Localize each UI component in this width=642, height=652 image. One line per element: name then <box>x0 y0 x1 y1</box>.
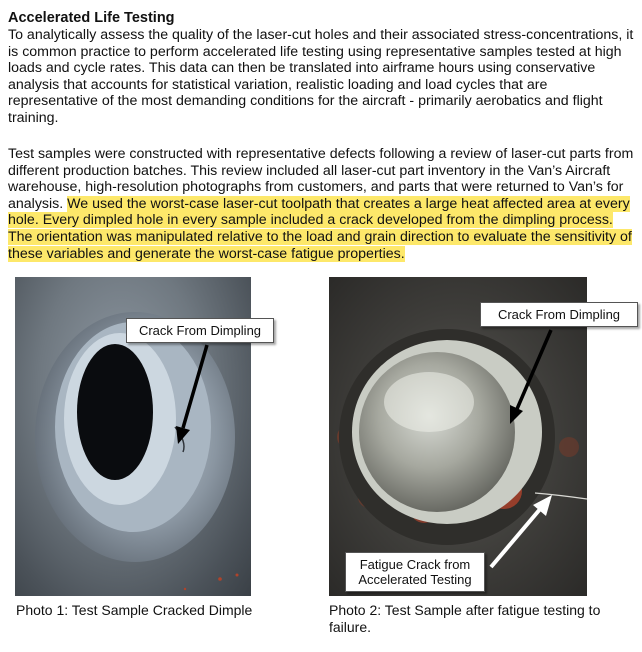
section-heading: Accelerated Life Testing <box>8 10 175 26</box>
photo1-caption: Photo 1: Test Sample Cracked Dimple <box>16 602 253 618</box>
test-samples-paragraph <box>8 146 638 262</box>
callout-crack-from-dimpling: Crack From Dimpling <box>126 318 274 343</box>
highlighted-text: We used the worst-case laser-cut toolpath that creates a large heat affected area at every hole. Every dimpled hole in every sample included a crack developed from the dimpling process. The orientation was manipulated relative to the load and grain direction to evaluate the sensitivity of these variables and generate the worst-case fatigue properties. <box>8 195 632 262</box>
photo2-caption: Photo 2: Test Sample after fatigue testing to failure. <box>329 602 601 635</box>
callout-fatigue-crack: Fatigue Crack from Accelerated Testing <box>345 552 485 592</box>
intro-paragraph: To analytically assess the quality of the laser-cut holes and their associated stress-concentrations, it is common practice to perform accelerated life testing using representative samples tested at high loads and cycle rates. This data can then be translated into airframe hours using conservative analysis that accounts for statistical variation, realistic loading and load cycles that are representative of the most demanding conditions for the aircraft - primarily aerobatics and flight training. <box>8 27 634 126</box>
paragraph-plain-text: Test samples were constructed with representative defects following a review of laser-cut parts from different production batches. This review included all laser-cut part inventory in the Van’s Aircraft warehouse, high-resolution photographs from customers, and parts that were returned to Van’s for analysis. <box>8 146 634 212</box>
callout-crack-from-dimpling-2: Crack From Dimpling <box>480 302 638 327</box>
